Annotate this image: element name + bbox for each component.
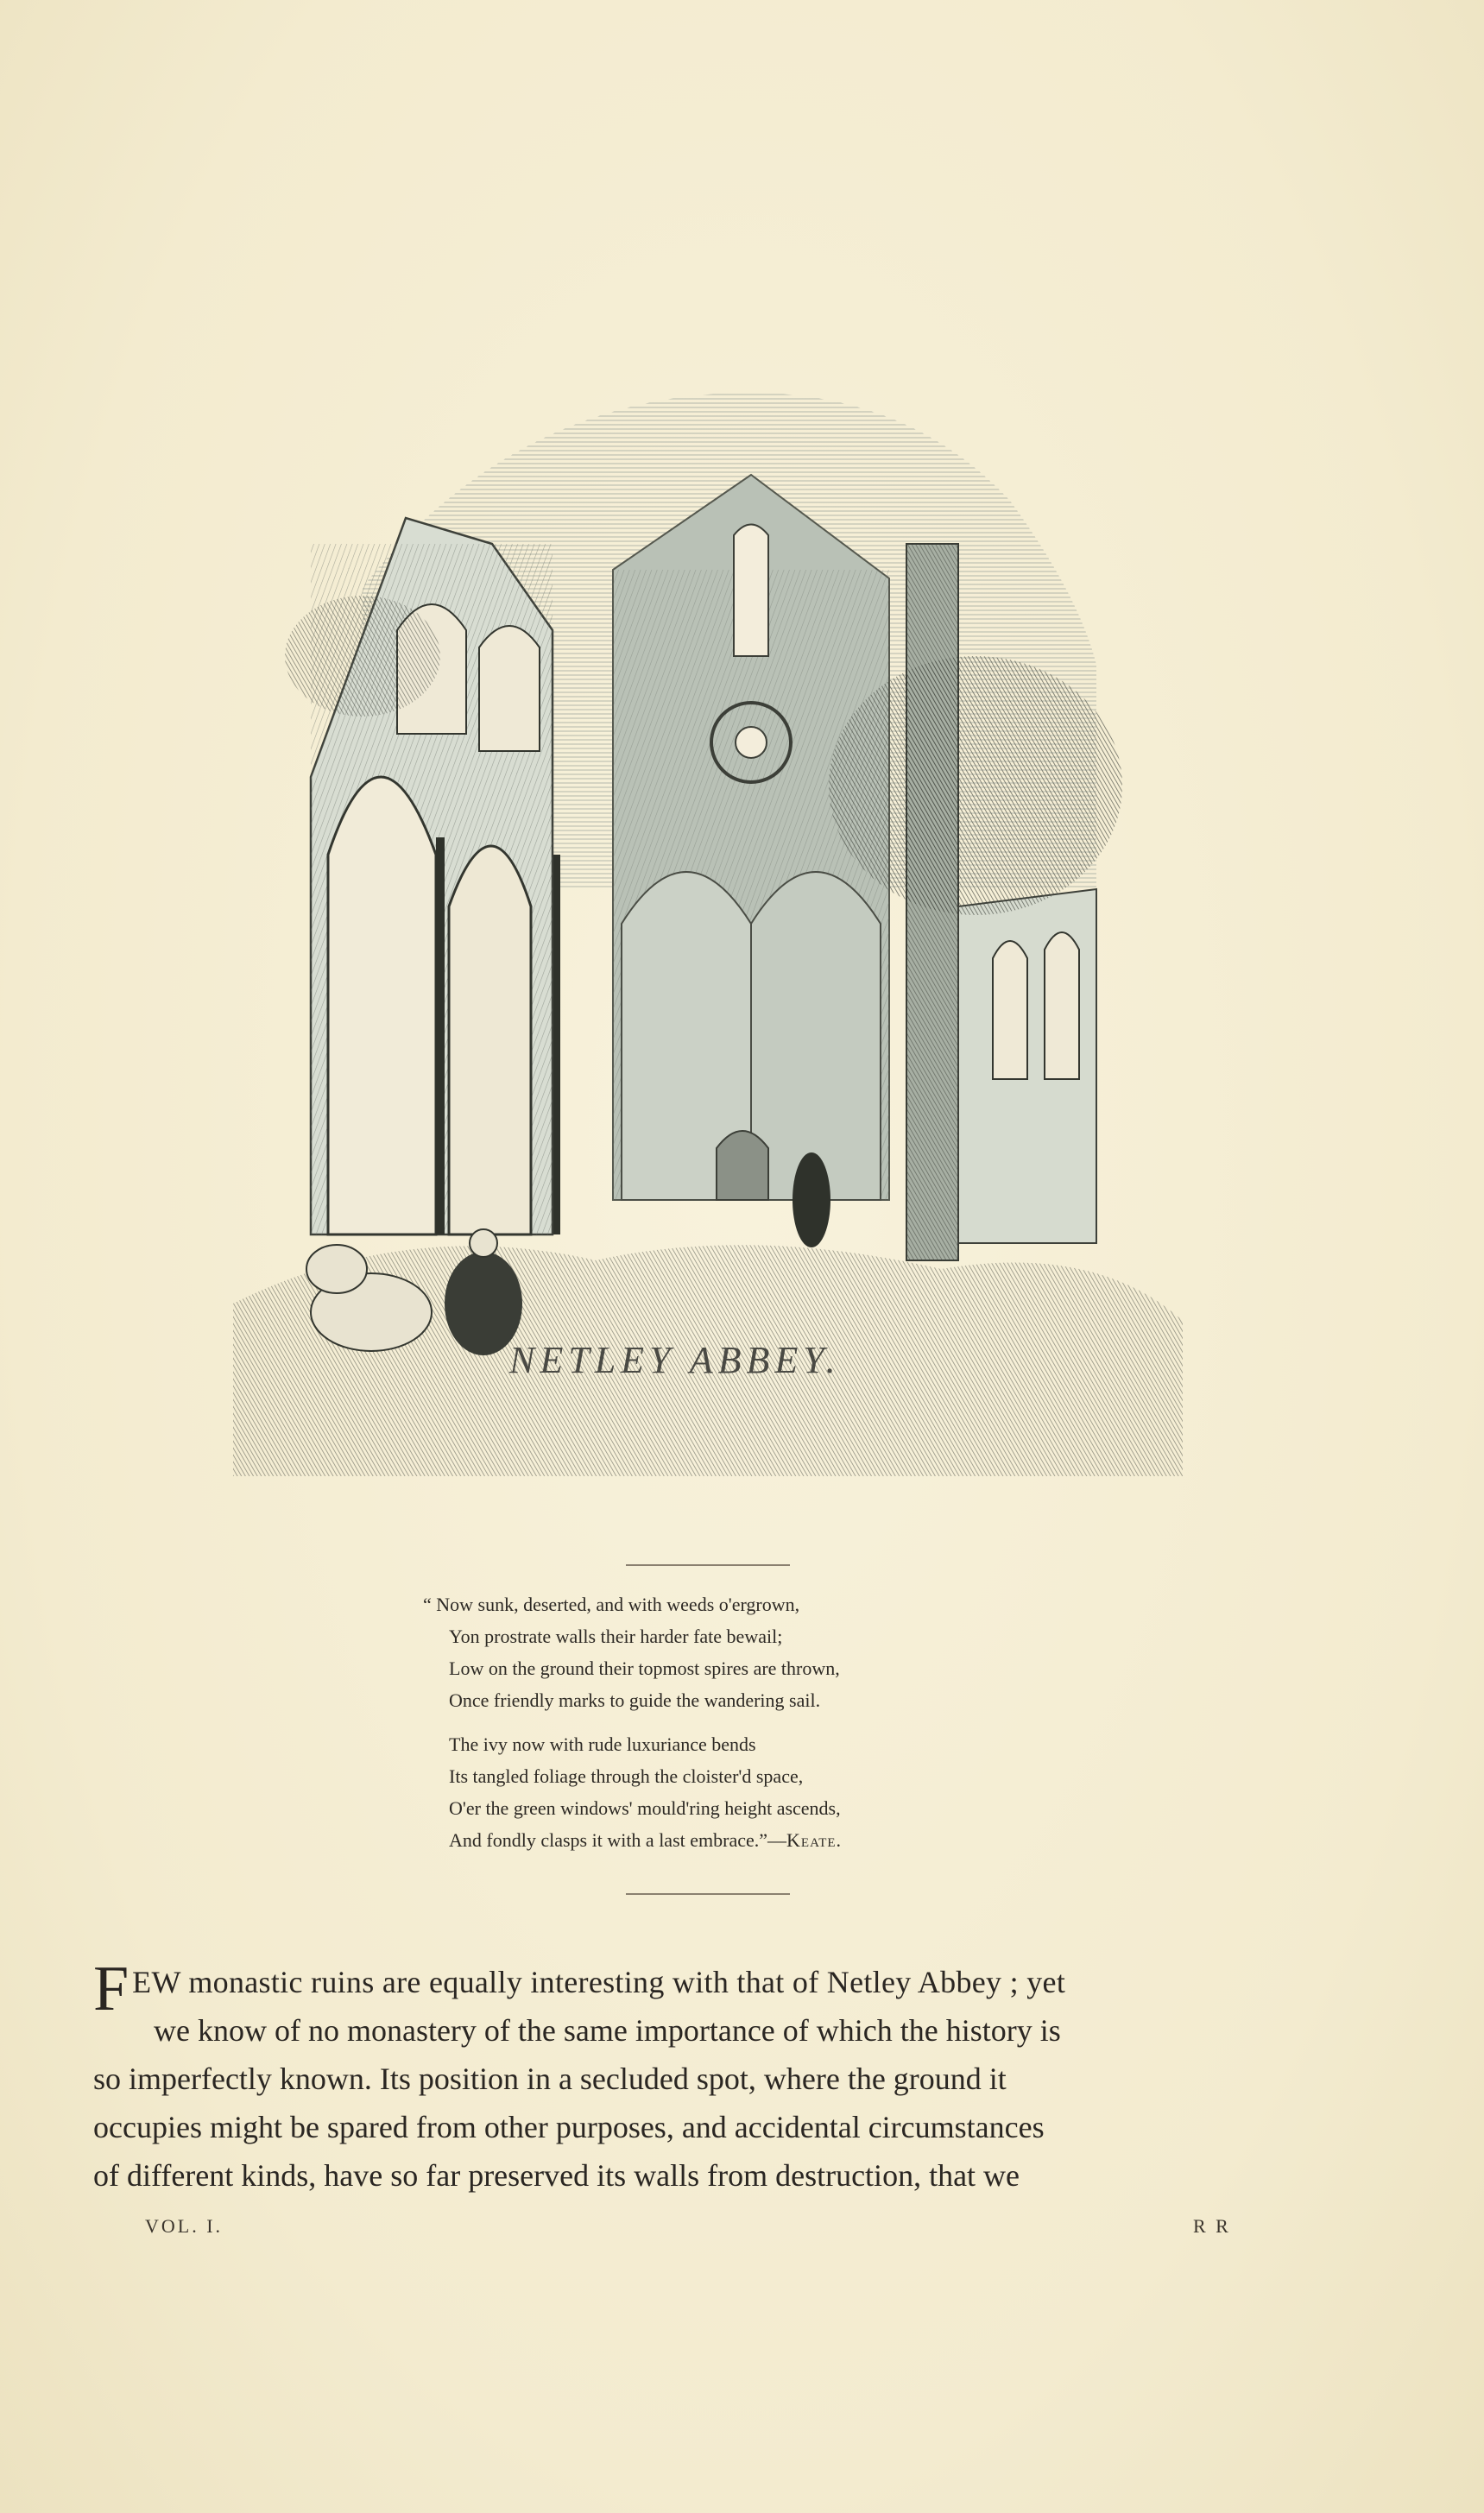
engraving-caption: NETLEY ABBEY. [509, 1339, 841, 1381]
poem-line: Its tangled foliage through the cloister'd space, [449, 1765, 804, 1787]
poem-line: “ Now sunk, deserted, and with weeds o'ergrown, [423, 1594, 800, 1615]
body-line: we know of no monastery of the same importance of which the history is [154, 2013, 1061, 2048]
epigraph-poem [423, 1588, 1079, 1868]
drop-cap: F [93, 1954, 129, 2024]
body-line: occupies might be spared from other purposes, and accidental circumstances [93, 2110, 1045, 2144]
poem-line-last [423, 1824, 1079, 1856]
divider-top [626, 1564, 790, 1566]
body-line: so imperfectly known. Its position in a secluded spot, where the ground it [93, 2062, 1007, 2096]
poem-line: Low on the ground their topmost spires are thrown, [449, 1657, 840, 1679]
poem-attribution: Keate. [786, 1829, 843, 1851]
poem-line: O'er the green windows' mould'ring height ascends, [449, 1797, 841, 1819]
body-line: EW monastic ruins are equally interesting with that of Netley Abbey ; yet [132, 1965, 1066, 1999]
body-paragraph [93, 1954, 1319, 2200]
divider-bottom [626, 1893, 790, 1895]
poem-line: Yon prostrate walls their harder fate bewail; [449, 1626, 783, 1647]
poem-line: The ivy now with rude luxuriance bends [449, 1733, 756, 1755]
poem-stanza-1 [423, 1588, 1079, 1716]
body-line: of different kinds, have so far preserved its walls from destruction, that we [93, 2158, 1020, 2193]
poem-stanza-2 [423, 1728, 1079, 1856]
netley-abbey-engraving [233, 371, 1183, 1476]
gathering-signature: R R [1193, 2215, 1231, 2237]
volume-signature: VOL. I. [145, 2215, 224, 2237]
poem-line-text: And fondly clasps it with a last embrace.”— [449, 1829, 787, 1851]
poem-line: Once friendly marks to guide the wandering sail. [449, 1689, 821, 1711]
